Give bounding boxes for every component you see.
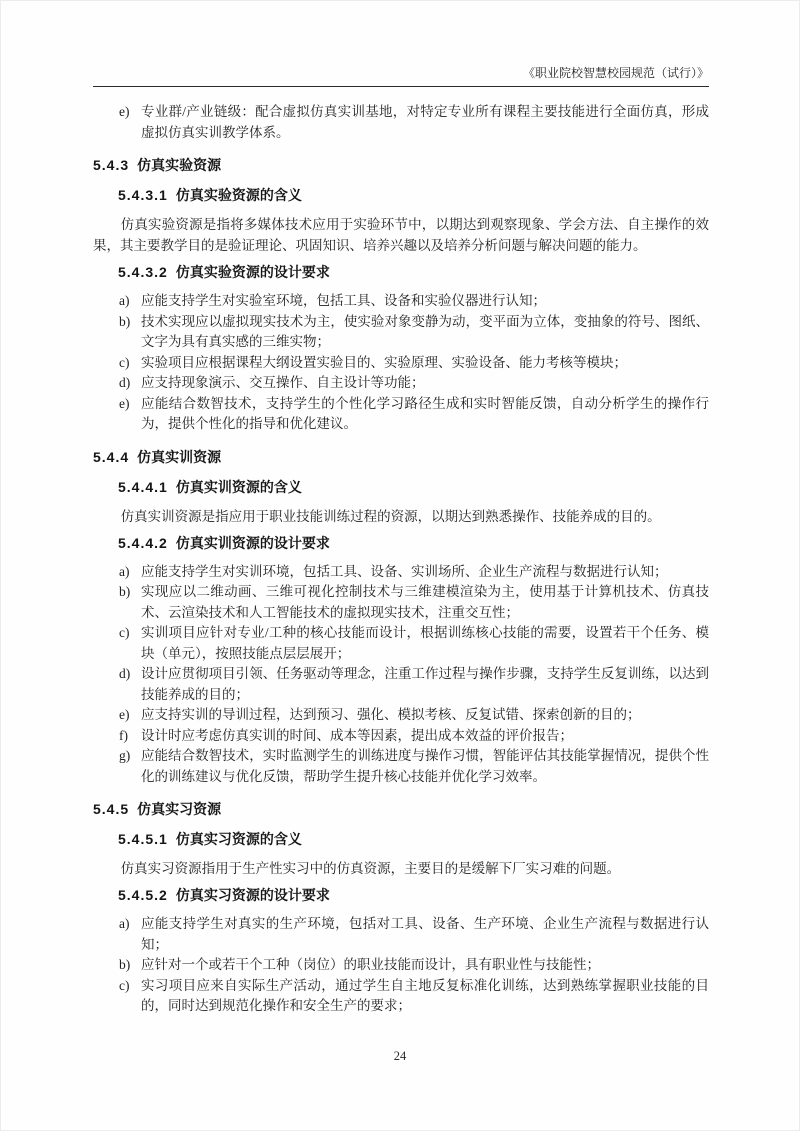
section-number: 5.4.5 xyxy=(93,801,130,817)
list-item xyxy=(119,291,709,312)
list-item-text: 专业群/产业链级：配合虚拟仿真实训基地，对特定专业所有课程主要技能进行全面仿真，形成虚拟仿真实训教学体系。 xyxy=(141,104,709,140)
list-item-marker: c) xyxy=(119,354,130,370)
list-item-marker: f) xyxy=(119,727,128,743)
list-item-marker: d) xyxy=(119,666,131,681)
list-item-text: 实现应以二维动画、三维可视化控制技术与三维建模渲染为主，使用基于计算机技术、仿真技术、云渲染技术和人工智能技术的虚拟现实技术，注重交互性； xyxy=(141,584,709,620)
list-item-marker: g) xyxy=(119,748,131,763)
list-item-text: 实验项目应根据课程大纲设置实验目的、实验原理、实验设备、能力考核等模块； xyxy=(141,354,627,370)
subsection-number: 5.4.4.1 xyxy=(118,478,168,495)
subsection-title: 仿真实验资源的含义 xyxy=(175,187,302,203)
list-item-marker: a) xyxy=(119,916,130,931)
section-title: 仿真实训资源 xyxy=(137,448,222,465)
list-item-text: 应针对一个或若干个工种（岗位）的职业技能而设计，具有职业性与技能性； xyxy=(141,957,600,972)
section-heading-5-4-5 xyxy=(93,799,709,819)
list-item xyxy=(119,955,709,976)
list-item xyxy=(119,914,709,955)
subsection-number: 5.4.5.2 xyxy=(118,887,168,903)
list-item-text: 实习项目应来自实际生产活动，通过学生自主地反复标准化训练，达到熟练掌握职业技能的目的，同时达到规范化操作和安全生产的要求； xyxy=(141,977,709,1013)
list-item-text: 应能支持学生对真实的生产环境，包括对工具、设备、生产环境、企业生产流程与数据进行认知； xyxy=(141,916,709,952)
subsection-heading-5-4-3-2 xyxy=(118,262,709,282)
page-content xyxy=(93,102,709,1017)
list-item xyxy=(119,562,709,583)
list-item-text: 设计应贯彻项目引领、任务驱动等理念，注重工作过程与操作步骤，支持学生反复训练，以达到技能养成的目的； xyxy=(141,666,709,702)
list-item xyxy=(119,705,709,726)
list-item xyxy=(119,353,709,374)
subsection-title: 仿真实训资源的含义 xyxy=(175,478,302,495)
list-item xyxy=(119,623,709,664)
subsection-title: 仿真实习资源的设计要求 xyxy=(175,887,330,903)
document-title-header: 《职业院校智慧校园规范（试行）》 xyxy=(522,66,709,80)
list-item-text: 应能结合数智技术，支持学生的个性化学习路径生成和实时智能反馈，自动分析学生的操作行为，提供个性化的指导和优化建议。 xyxy=(141,395,709,431)
list-item xyxy=(119,976,709,1017)
subsection-number: 5.4.4.2 xyxy=(118,534,168,551)
subsection-heading-5-4-5-2 xyxy=(118,885,709,905)
list-item xyxy=(119,664,709,705)
subsection-heading-5-4-3-1 xyxy=(118,185,709,205)
list-item-text: 技术实现应以虚拟现实技术为主，使实验对象变静为动，变平面为立体，变抽象的符号、图纸、文字为具有真实感的三维实物； xyxy=(141,313,709,349)
section-number: 5.4.3 xyxy=(93,157,130,173)
list-item-text: 应能支持学生对实验室环境，包括工具、设备和实验仪器进行认知； xyxy=(141,293,546,308)
list-item-marker: e) xyxy=(119,104,130,119)
paragraph-5-4-5-1: 仿真实习资源指用于生产性实习中的仿真资源，主要目的是缓解下厂实习难的问题。 xyxy=(120,861,621,876)
section-heading-5-4-4 xyxy=(93,447,709,467)
list-item-marker: c) xyxy=(119,625,130,640)
section-number: 5.4.4 xyxy=(93,448,130,465)
list-item-text: 应能结合数智技术，实时监测学生的训练进度与操作习惯，智能评估其技能掌握情况，提供个性化的训练建议与优化反馈，帮助学生提升核心技能并优化学习效率。 xyxy=(141,748,709,784)
page-header xyxy=(93,1,709,87)
list-item-text: 应能支持学生对实训环境，包括工具、设备、实训场所、企业生产流程与数据进行认知； xyxy=(141,563,668,579)
list-item-marker: e) xyxy=(119,707,130,722)
subsection-title: 仿真实训资源的设计要求 xyxy=(175,534,330,551)
paragraph-5-4-4-1: 仿真实训资源是指应用于职业技能训练过程的资源，以期达到熟悉操作、技能养成的目的。 xyxy=(120,508,661,524)
intro-list xyxy=(93,102,709,143)
subsection-number: 5.4.3.1 xyxy=(118,187,168,203)
subsection-heading-5-4-5-1 xyxy=(118,829,709,849)
subsection-title: 仿真实习资源的含义 xyxy=(175,831,302,847)
section-title: 仿真实验资源 xyxy=(137,157,222,173)
list-item xyxy=(119,394,709,435)
list-item-marker: a) xyxy=(119,293,130,308)
list-item-marker: e) xyxy=(119,395,130,411)
list-item-marker: c) xyxy=(119,977,130,993)
paragraph-5-4-3-1: 仿真实验资源是指将多媒体技术应用于实验环节中，以期达到观察现象、学会方法、自主操作的效果，其主要教学目的是验证理论、巩固知识、培养兴趣以及培养分析问题与解决问题的能力。 xyxy=(93,217,709,253)
list-item-marker: b) xyxy=(119,584,131,599)
list-item xyxy=(119,746,709,787)
list-item-text: 应支持实训的导训过程，达到预习、强化、模拟考核、反复试错、探索创新的目的； xyxy=(141,707,641,722)
page-number: 24 xyxy=(393,1049,407,1063)
list-item-text: 设计时应考虑仿真实训的时间、成本等因素，提出成本效益的评价报告； xyxy=(141,727,573,743)
list-item xyxy=(119,582,709,623)
section-heading-5-4-3 xyxy=(93,155,709,175)
design-requirements-list-5-4-4-2 xyxy=(93,562,709,788)
list-item-text: 应支持现象演示、交互操作、自主设计等功能； xyxy=(141,375,425,390)
page-footer xyxy=(1,1049,799,1064)
list-item-marker: a) xyxy=(119,563,130,579)
list-item-marker: b) xyxy=(119,957,131,972)
design-requirements-list-5-4-5-2 xyxy=(93,914,709,1017)
subsection-number: 5.4.3.2 xyxy=(118,264,168,280)
section-title: 仿真实习资源 xyxy=(137,801,222,817)
list-item-marker: b) xyxy=(119,313,131,329)
list-item-marker: d) xyxy=(119,375,131,390)
list-item xyxy=(119,102,709,143)
subsection-heading-5-4-4-2 xyxy=(118,533,709,553)
list-item-text: 实训项目应针对专业/工种的核心技能而设计，根据训练核心技能的需要，设置若干个任务、模块（单元），按照技能点层层展开； xyxy=(141,625,709,661)
subsection-number: 5.4.5.1 xyxy=(118,831,168,847)
design-requirements-list-5-4-3-2 xyxy=(93,291,709,435)
subsection-heading-5-4-4-1 xyxy=(118,477,709,497)
list-item xyxy=(119,726,709,747)
list-item xyxy=(119,373,709,394)
list-item xyxy=(119,312,709,353)
subsection-title: 仿真实验资源的设计要求 xyxy=(175,264,330,280)
